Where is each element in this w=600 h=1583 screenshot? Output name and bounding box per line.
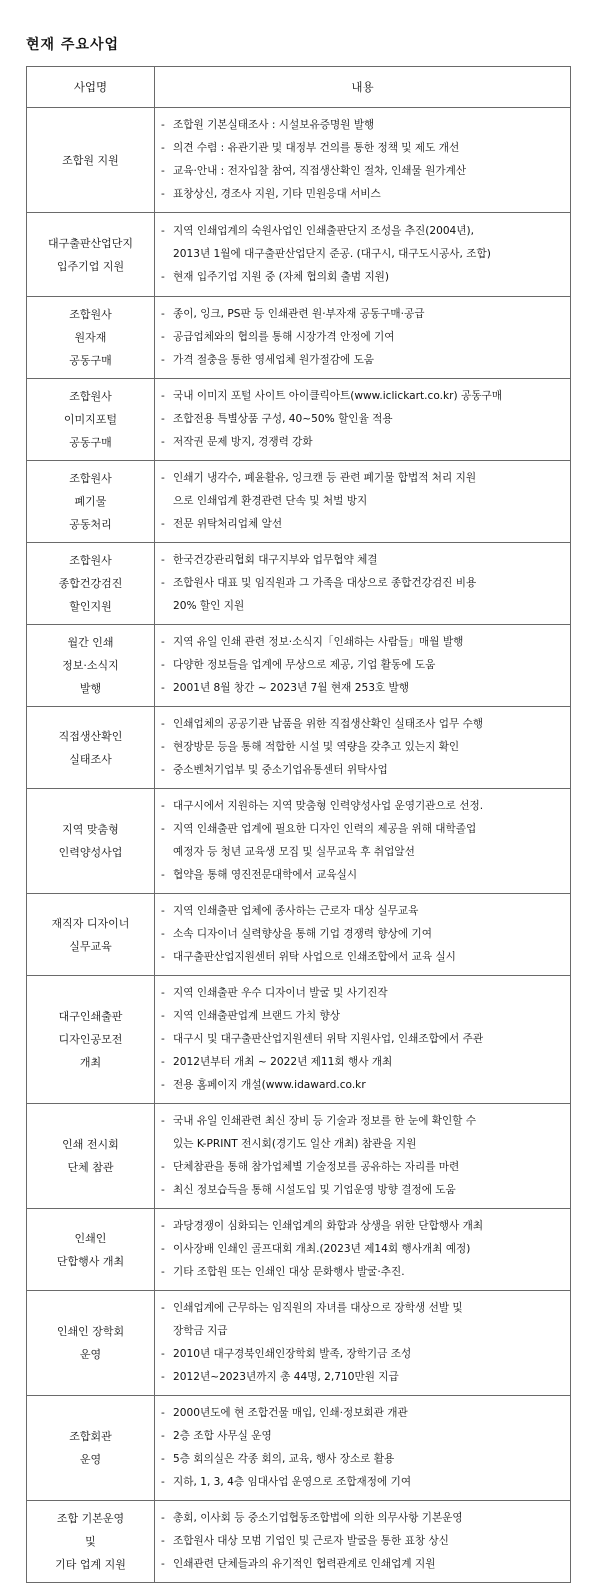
header-name: 사업명 <box>27 67 155 108</box>
table-row <box>27 213 571 297</box>
bullet-dash: - <box>161 354 165 366</box>
table-row <box>27 707 571 789</box>
business-name-line: 인쇄인 장학회 <box>56 1325 125 1338</box>
bullet-dash: - <box>161 1558 165 1570</box>
business-name-line: 조합원사 <box>69 554 112 567</box>
bullet-dash: - <box>161 1056 165 1068</box>
content-text: 다양한 정보들을 업계에 무상으로 제공, 기업 활동에 도움 <box>173 659 436 671</box>
content-text: 있는 K-PRINT 전시회(경기도 일산 개최) 참관을 지원 <box>173 1138 417 1150</box>
content-text: 가격 절충을 통한 영세업체 원가절감에 도움 <box>173 354 375 366</box>
bullet-dash: - <box>161 1079 165 1091</box>
content-line <box>161 654 566 677</box>
business-name-line: 조합 기본운영 <box>56 1512 125 1525</box>
bullet-dash: - <box>161 1115 165 1127</box>
content-text: 조합원사 대표 및 임직원과 그 가족을 대상으로 종합건강검진 비용 <box>173 577 477 589</box>
content-text: 과당경쟁이 심화되는 인쇄업계의 화합과 상생을 위한 단합행사 개최 <box>173 1220 484 1232</box>
bullet-dash: - <box>161 1243 165 1255</box>
content-line <box>161 1530 566 1553</box>
content-text: 2013년 1월에 대구출판산업단지 준공. (대구시, 대구도시공사, 조합) <box>173 248 491 260</box>
content-line <box>161 1238 566 1261</box>
content-text: 장학금 지급 <box>173 1325 228 1337</box>
content-line <box>161 736 566 759</box>
bullet-dash: - <box>161 741 165 753</box>
business-name-cell <box>27 625 155 707</box>
business-name-line: 인쇄 전시회 <box>62 1138 119 1151</box>
business-content-cell <box>155 707 571 789</box>
bullet-dash: - <box>161 331 165 343</box>
bullet-dash: - <box>161 987 165 999</box>
content-line <box>161 431 566 454</box>
content-text: 전용 홈페이지 개설(www.idaward.co.kr <box>173 1079 366 1091</box>
bullet-dash <box>161 1133 173 1156</box>
content-line <box>161 982 566 1005</box>
content-line <box>161 1215 566 1238</box>
table-row <box>27 976 571 1104</box>
content-text: 예정자 등 청년 교육생 모집 및 실무교육 후 취업알선 <box>173 846 415 858</box>
bullet-dash: - <box>161 308 165 320</box>
business-content-cell <box>155 1396 571 1501</box>
content-text: 공급업체와의 협의를 통해 시장가격 안정에 기여 <box>173 331 395 343</box>
bullet-dash: - <box>161 554 165 566</box>
business-name-line: 인쇄인 <box>74 1231 107 1245</box>
business-table <box>26 66 571 1583</box>
bullet-dash: - <box>161 1302 165 1314</box>
content-line <box>161 220 566 243</box>
content-text: 5층 회의실은 각종 회의, 교육, 행사 장소로 활용 <box>173 1453 395 1465</box>
content-line <box>161 549 566 572</box>
table-header-row <box>27 67 571 108</box>
content-text: 의견 수렴 : 유관기관 및 대정부 건의를 통한 정책 및 제도 개선 <box>173 142 460 154</box>
business-name-cell <box>27 1104 155 1209</box>
business-name-line: 조합원사 <box>69 472 112 485</box>
content-line <box>161 572 566 595</box>
bullet-dash: - <box>161 764 165 776</box>
bullet-dash: - <box>161 472 165 484</box>
business-name-line: 할인지원 <box>69 600 112 613</box>
business-name-cell <box>27 108 155 213</box>
business-name-cell <box>27 1209 155 1291</box>
content-text: 현장방문 등을 통해 적합한 시설 및 역량을 갖추고 있는지 확인 <box>173 741 460 753</box>
table-row <box>27 379 571 461</box>
content-text: 지역 인쇄출판 업체에 종사하는 근로자 대상 실무교육 <box>173 905 419 917</box>
content-text: 2012년부터 개최 ~ 2022년 제11회 행사 개최 <box>173 1056 393 1068</box>
business-name-line: 실태조사 <box>69 752 112 766</box>
business-name-line: 조합원사 <box>69 390 112 403</box>
content-line <box>161 385 566 408</box>
content-text: 2001년 8월 창간 ~ 2023년 7월 현재 253호 발행 <box>173 682 410 694</box>
business-name-line: 단합행사 개최 <box>56 1254 125 1268</box>
business-content-cell <box>155 297 571 379</box>
content-text: 인쇄기 냉각수, 폐윤활유, 잉크캔 등 관련 폐기물 합법적 처리 지원 <box>173 472 477 484</box>
business-name-line: 실무교육 <box>69 939 112 953</box>
bullet-dash: - <box>161 1266 165 1278</box>
table-row <box>27 543 571 625</box>
content-text: 표창상신, 경조사 지원, 기타 민원응대 서비스 <box>173 188 381 200</box>
bullet-dash <box>161 841 173 864</box>
business-name-line: 공동처리 <box>69 518 112 531</box>
bullet-dash: - <box>161 1220 165 1232</box>
business-name-line: 폐기물 <box>74 495 107 508</box>
content-text: 지하, 1, 3, 4층 임대사업 운영으로 조합재정에 기여 <box>173 1476 412 1488</box>
bullet-dash: - <box>161 1033 165 1045</box>
content-text: 조합원 기본실태조사 : 시설보유증명원 발행 <box>173 119 375 131</box>
content-text: 2000년도에 현 조합건물 매입, 인쇄·정보회관 개관 <box>173 1407 408 1419</box>
table-row <box>27 625 571 707</box>
business-name-line: 월간 인쇄 <box>67 636 114 649</box>
business-content-cell <box>155 1104 571 1209</box>
content-line <box>161 160 566 183</box>
content-line <box>161 467 566 490</box>
content-text: 지역 인쇄출판 우수 디자이너 발굴 및 사기진작 <box>173 987 388 999</box>
bullet-dash: - <box>161 1535 165 1547</box>
content-text: 지역 인쇄출판업계 브랜드 가치 향상 <box>173 1010 340 1022</box>
header-content: 내용 <box>155 67 571 108</box>
table-row <box>27 461 571 543</box>
bullet-dash: - <box>161 1407 165 1419</box>
bullet-dash: - <box>161 1430 165 1442</box>
business-name-line: 및 <box>85 1535 96 1548</box>
business-name-line: 개최 <box>79 1056 102 1069</box>
content-line <box>161 1110 566 1133</box>
content-text: 20% 할인 지원 <box>173 600 245 612</box>
content-line <box>161 1402 566 1425</box>
content-text: 전문 위탁처리업체 알선 <box>173 518 283 530</box>
bullet-dash: - <box>161 682 165 694</box>
content-text: 지역 인쇄출판 업계에 필요한 디자인 인력의 제공을 위해 대학졸업 <box>173 823 477 835</box>
business-name-line: 종합건강검진 <box>58 577 123 590</box>
bullet-dash: - <box>161 659 165 671</box>
content-text: 국내 유일 인쇄관련 최신 장비 등 기술과 정보를 한 눈에 확인할 수 <box>173 1115 477 1127</box>
content-line <box>161 818 566 841</box>
business-name-line: 입주기업 지원 <box>56 259 125 273</box>
content-line <box>161 1005 566 1028</box>
business-name-cell <box>27 461 155 543</box>
business-name-line: 이미지포털 <box>63 413 118 426</box>
content-line <box>161 1366 566 1389</box>
content-line <box>161 713 566 736</box>
business-content-cell <box>155 461 571 543</box>
content-text: 으로 인쇄업계 환경관련 단속 및 처벌 방지 <box>173 495 368 507</box>
content-line <box>161 1343 566 1366</box>
content-text: 지역 인쇄업계의 숙원사업인 인쇄출판단지 조성을 추진(2004년), <box>173 225 475 237</box>
content-line <box>161 923 566 946</box>
table-row <box>27 1396 571 1501</box>
content-line <box>161 137 566 160</box>
content-line <box>161 946 566 969</box>
content-text: 총회, 이사회 등 중소기업협동조합법에 의한 의무사항 기본운영 <box>173 1512 463 1524</box>
content-line <box>161 408 566 431</box>
business-name-cell <box>27 894 155 976</box>
bullet-dash: - <box>161 225 165 237</box>
business-name-line: 인력양성사업 <box>58 846 123 859</box>
business-content-cell <box>155 1209 571 1291</box>
business-name-line: 공동구매 <box>69 354 112 367</box>
content-line <box>161 303 566 326</box>
bullet-dash: - <box>161 800 165 812</box>
business-name-cell <box>27 976 155 1104</box>
business-content-cell <box>155 379 571 461</box>
business-name-line: 공동구매 <box>69 436 112 449</box>
business-name-line: 발행 <box>79 682 102 695</box>
content-line <box>161 326 566 349</box>
business-name-line: 정보·소식지 <box>62 659 119 672</box>
business-name-line: 조합원사 <box>69 308 112 321</box>
content-line <box>161 349 566 372</box>
content-text: 인쇄업체의 공공기관 납품을 위한 직접생산확인 실태조사 업무 수행 <box>173 718 484 730</box>
content-line <box>161 1074 566 1097</box>
bullet-dash: - <box>161 905 165 917</box>
content-line <box>161 795 566 818</box>
business-name-cell <box>27 297 155 379</box>
bullet-dash: - <box>161 390 165 402</box>
content-text: 종이, 잉크, PS판 등 인쇄관련 원·부자재 공동구매·공급 <box>173 308 425 320</box>
content-text: 기타 조합원 또는 인쇄인 대상 문화행사 발굴·추진. <box>173 1266 405 1278</box>
business-content-cell <box>155 1291 571 1396</box>
business-content-cell <box>155 213 571 297</box>
bullet-dash: - <box>161 188 165 200</box>
business-name-cell <box>27 789 155 894</box>
bullet-dash: - <box>161 718 165 730</box>
bullet-dash <box>161 243 173 266</box>
content-line <box>161 1320 566 1343</box>
content-line <box>161 841 566 864</box>
content-line <box>161 759 566 782</box>
bullet-dash: - <box>161 1512 165 1524</box>
content-line <box>161 1028 566 1051</box>
content-text: 조합전용 특별상품 구성, 40~50% 할인율 적용 <box>173 413 393 425</box>
content-text: 최신 정보습득을 통해 시설도입 및 기업운영 방향 결정에 도움 <box>173 1184 456 1196</box>
bullet-dash: - <box>161 436 165 448</box>
page-title: 현재 주요사업 <box>26 37 120 53</box>
bullet-dash: - <box>161 1010 165 1022</box>
bullet-dash: - <box>161 1476 165 1488</box>
business-name-cell <box>27 707 155 789</box>
content-line <box>161 1425 566 1448</box>
content-text: 대구시에서 지원하는 지역 맞춤형 인력양성사업 운영기관으로 선정. <box>173 800 484 812</box>
bullet-dash: - <box>161 823 165 835</box>
table-row <box>27 1501 571 1583</box>
content-line <box>161 864 566 887</box>
content-line <box>161 1156 566 1179</box>
content-line <box>161 114 566 137</box>
business-content-cell <box>155 894 571 976</box>
business-name-line: 대구인쇄출판 <box>58 1010 123 1023</box>
content-line <box>161 1297 566 1320</box>
content-text: 국내 이미지 포털 사이트 아이클릭아트(www.iclickart.co.kr) 공동구매 <box>173 390 502 402</box>
content-line <box>161 1179 566 1202</box>
bullet-dash: - <box>161 1184 165 1196</box>
content-text: 협약을 통해 영진전문대학에서 교육실시 <box>173 869 358 881</box>
table-row <box>27 1291 571 1396</box>
table-row <box>27 108 571 213</box>
business-content-cell <box>155 789 571 894</box>
content-text: 2012년~2023년까지 총 44명, 2,710만원 지급 <box>173 1371 399 1383</box>
bullet-dash: - <box>161 928 165 940</box>
business-name-line: 조합원 지원 <box>62 153 119 167</box>
bullet-dash: - <box>161 119 165 131</box>
business-name-cell <box>27 1291 155 1396</box>
business-name-line: 대구출판산업단지 <box>47 236 133 250</box>
content-text: 소속 디자이너 실력향상을 통해 기업 경쟁력 향상에 기여 <box>173 928 432 940</box>
business-name-line: 디자인공모전 <box>58 1033 123 1046</box>
business-name-line: 직접생산확인 <box>58 729 123 743</box>
business-name-line: 단체 참관 <box>67 1161 114 1174</box>
content-line <box>161 490 566 513</box>
bullet-dash: - <box>161 271 165 283</box>
content-line <box>161 1261 566 1284</box>
content-text: 대구출판산업지원센터 위탁 사업으로 인쇄조합에서 교육 실시 <box>173 951 456 963</box>
business-name-line: 운영 <box>79 1453 102 1466</box>
business-name-line: 조합회관 <box>69 1430 112 1443</box>
business-name-cell <box>27 1396 155 1501</box>
bullet-dash: - <box>161 951 165 963</box>
bullet-dash: - <box>161 636 165 648</box>
table-row <box>27 1104 571 1209</box>
business-name-cell <box>27 379 155 461</box>
business-content-cell <box>155 108 571 213</box>
content-text: 중소벤처기업부 및 중소기업유통센터 위탁사업 <box>173 764 388 776</box>
bullet-dash <box>161 595 173 618</box>
business-name-cell <box>27 213 155 297</box>
bullet-dash: - <box>161 518 165 530</box>
content-line <box>161 513 566 536</box>
business-content-cell <box>155 543 571 625</box>
content-text: 인쇄업계에 근무하는 임직원의 자녀를 대상으로 장학생 선발 및 <box>173 1302 463 1314</box>
content-line <box>161 900 566 923</box>
bullet-dash: - <box>161 142 165 154</box>
table-row <box>27 894 571 976</box>
content-text: 현재 입주기업 지원 중 (자체 협의회 출범 지원) <box>173 271 390 283</box>
content-line <box>161 1448 566 1471</box>
bullet-dash <box>161 1320 173 1343</box>
content-line <box>161 183 566 206</box>
bullet-dash: - <box>161 577 165 589</box>
table-row <box>27 789 571 894</box>
business-name-line: 지역 맞춤형 <box>62 823 119 836</box>
content-line <box>161 1553 566 1576</box>
content-text: 2010년 대구경북인쇄인장학회 발족, 장학기금 조성 <box>173 1348 412 1360</box>
content-text: 대구시 및 대구출판산업지원센터 위탁 지원사업, 인쇄조합에서 주관 <box>173 1033 484 1045</box>
business-name-line: 기타 업계 지원 <box>55 1558 126 1571</box>
business-name-cell <box>27 1501 155 1583</box>
business-name-line: 원자재 <box>74 331 107 344</box>
table-row <box>27 1209 571 1291</box>
content-line <box>161 677 566 700</box>
content-line <box>161 1471 566 1494</box>
bullet-dash: - <box>161 1161 165 1173</box>
business-content-cell <box>155 625 571 707</box>
table-row <box>27 297 571 379</box>
business-content-cell <box>155 976 571 1104</box>
content-line <box>161 1051 566 1074</box>
content-line <box>161 266 566 289</box>
business-name-line: 재직자 디자이너 <box>51 916 130 930</box>
business-name-cell <box>27 543 155 625</box>
bullet-dash: - <box>161 869 165 881</box>
content-text: 조합원사 대상 모범 기업인 및 근로자 발굴을 통한 표창 상신 <box>173 1535 449 1547</box>
content-text: 2층 조합 사무실 운영 <box>173 1430 272 1442</box>
content-text: 교육·안내 : 전자입찰 참여, 직접생산확인 절차, 인쇄물 원가계산 <box>173 165 467 177</box>
bullet-dash: - <box>161 165 165 177</box>
content-line <box>161 1133 566 1156</box>
content-text: 단체참관을 통해 참가업체별 기술정보를 공유하는 자리를 마련 <box>173 1161 460 1173</box>
business-name-line: 운영 <box>79 1348 102 1361</box>
bullet-dash <box>161 490 173 513</box>
business-content-cell <box>155 1501 571 1583</box>
bullet-dash: - <box>161 1348 165 1360</box>
content-text: 지역 유일 인쇄 관련 정보·소식지「인쇄하는 사람들」매월 발행 <box>173 636 464 648</box>
content-line <box>161 631 566 654</box>
content-text: 인쇄관련 단체들과의 유기적인 협력관계로 인쇄업계 지원 <box>173 1558 436 1570</box>
bullet-dash: - <box>161 1371 165 1383</box>
bullet-dash: - <box>161 413 165 425</box>
content-text: 한국건강관리협회 대구지부와 업무협약 체결 <box>173 554 378 566</box>
content-text: 저작권 문제 방지, 경쟁력 강화 <box>173 436 313 448</box>
content-line <box>161 243 566 266</box>
content-line <box>161 595 566 618</box>
bullet-dash: - <box>161 1453 165 1465</box>
table-body <box>27 108 571 1583</box>
content-text: 이사장배 인쇄인 골프대회 개최.(2023년 제14회 행사개최 예정) <box>173 1243 471 1255</box>
